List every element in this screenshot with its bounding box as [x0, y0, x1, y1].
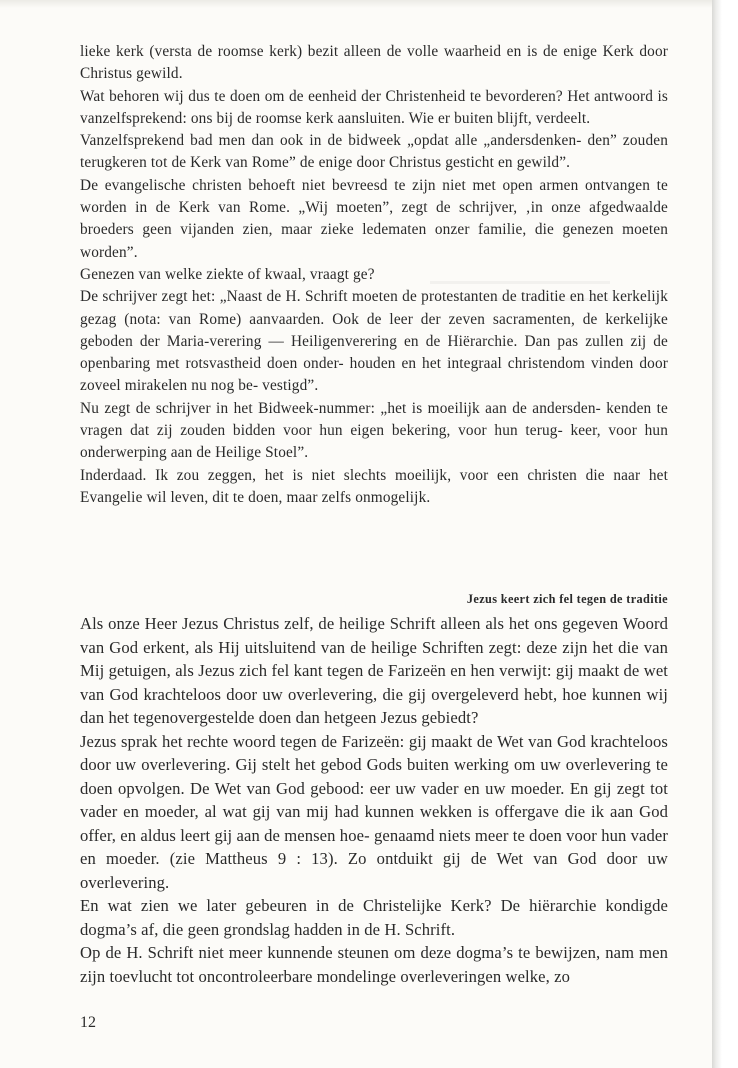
section-heading: Jezus keert zich fel tegen de traditie [466, 592, 668, 606]
body-text-lower [80, 612, 668, 988]
paragraph: Nu zegt de schrijver in het Bidweek-nummer: „het is moeilijk aan de andersden- kenden te vragen dat zij zouden bidden voor hun eigen bekering, voor hun terug- keer, voor hun onderwerping aan de Heilige Stoel”. [80, 399, 668, 462]
page-edge-shadow [712, 0, 738, 1068]
paragraph: De evangelische christen behoeft niet bevreesd te zijn niet met open armen ontvangen te worden in de Kerk van Rome. „Wij moeten”, zegt de schrijver, ‚in onze afgedwaalde broeders geen vijanden zien, maar zieke ledematen onzer familie, die genezen moeten worden”. [80, 176, 668, 261]
page-number: 12 [80, 1014, 96, 1031]
paragraph: En wat zien we later gebeuren in de Christelijke Kerk? De hiërarchie kondigde dogma’s af, die geen grondslag hadden in de H. Schrift. [80, 896, 668, 939]
paragraph: Op de H. Schrift niet meer kunnende steunen om deze dogma’s te bewijzen, nam men zijn toevlucht tot oncontroleerbare mondelinge overleveringen welke, zo [80, 943, 668, 986]
paragraph: De schrijver zegt het: „Naast de H. Schrift moeten de protestanten de traditie en het kerkelijk gezag (nota: van Rome) aanvaarden. Ook de leer der zeven sacramenten, de kerkelijke geboden der Maria-verering — Heiligenverering en de Hiërarchie. Dan pas zullen zij de openbaring met rotsvastheid doen onder- houden en het integraal christendom vinden door zoveel mirakelen nu nog be- vestigd”. [80, 288, 668, 395]
paragraph: Vanzelfsprekend bad men dan ook in de bidweek „opdat alle „andersdenken- den” zouden terugkeren tot de Kerk van Rome” de enige door Christus gesticht en gewild”. [80, 132, 668, 172]
paragraph: Genezen van welke ziekte of kwaal, vraagt ge? [80, 265, 375, 283]
body-text-upper [80, 41, 668, 509]
page-top-tint [0, 0, 712, 8]
paragraph: lieke kerk (versta de roomse kerk) bezit alleen de volle waarheid en is de enige Kerk door Christus gewild. [80, 43, 668, 83]
paragraph: Inderdaad. Ik zou zeggen, het is niet slechts moeilijk, voor een christen die naar het Evangelie wil leven, dit te doen, maar zelfs onmogelijk. [80, 466, 668, 506]
paragraph: Jezus sprak het rechte woord tegen de Farizeën: gij maakt de Wet van God krachteloos door uw overlevering. Gij stelt het gebod Gods buiten werking om uw overlevering te doen opvolgen. De Wet van God gebood: eer uw vader en uw moeder. En gij zegt tot vader en moeder, al wat gij van mij had kunnen wekken is offergave die ik aan God offer, en aldus leert gij aan de mensen hoe- genaamd niets meer te doen voor hun vader en moeder. (zie Mattheus 9 : 13). Zo ontduikt gij de Wet van God door uw overlevering. [80, 731, 668, 892]
paragraph: Als onze Heer Jezus Christus zelf, de heilige Schrift alleen als het ons gegeven Woord van God erkent, als Hij uitsluitend van de heilige Schriften zegt: deze zijn het die van Mij getuigen, als Jezus zich fel kant tegen de Farizeën en hen verwijt: gij maakt de wet van God krachteloos door uw overlevering, die gij overgeleverd hebt, hoe kunnen wij dan het tegenovergestelde doen dan hetgeen Jezus gebiedt? [80, 614, 668, 727]
paragraph: Wat behoren wij dus te doen om de eenheid der Christenheid te bevorderen? Het antwoord is vanzelfsprekend: ons bij de roomse kerk aansluiten. Wie er buiten blijft, verdeelt. [80, 87, 668, 127]
